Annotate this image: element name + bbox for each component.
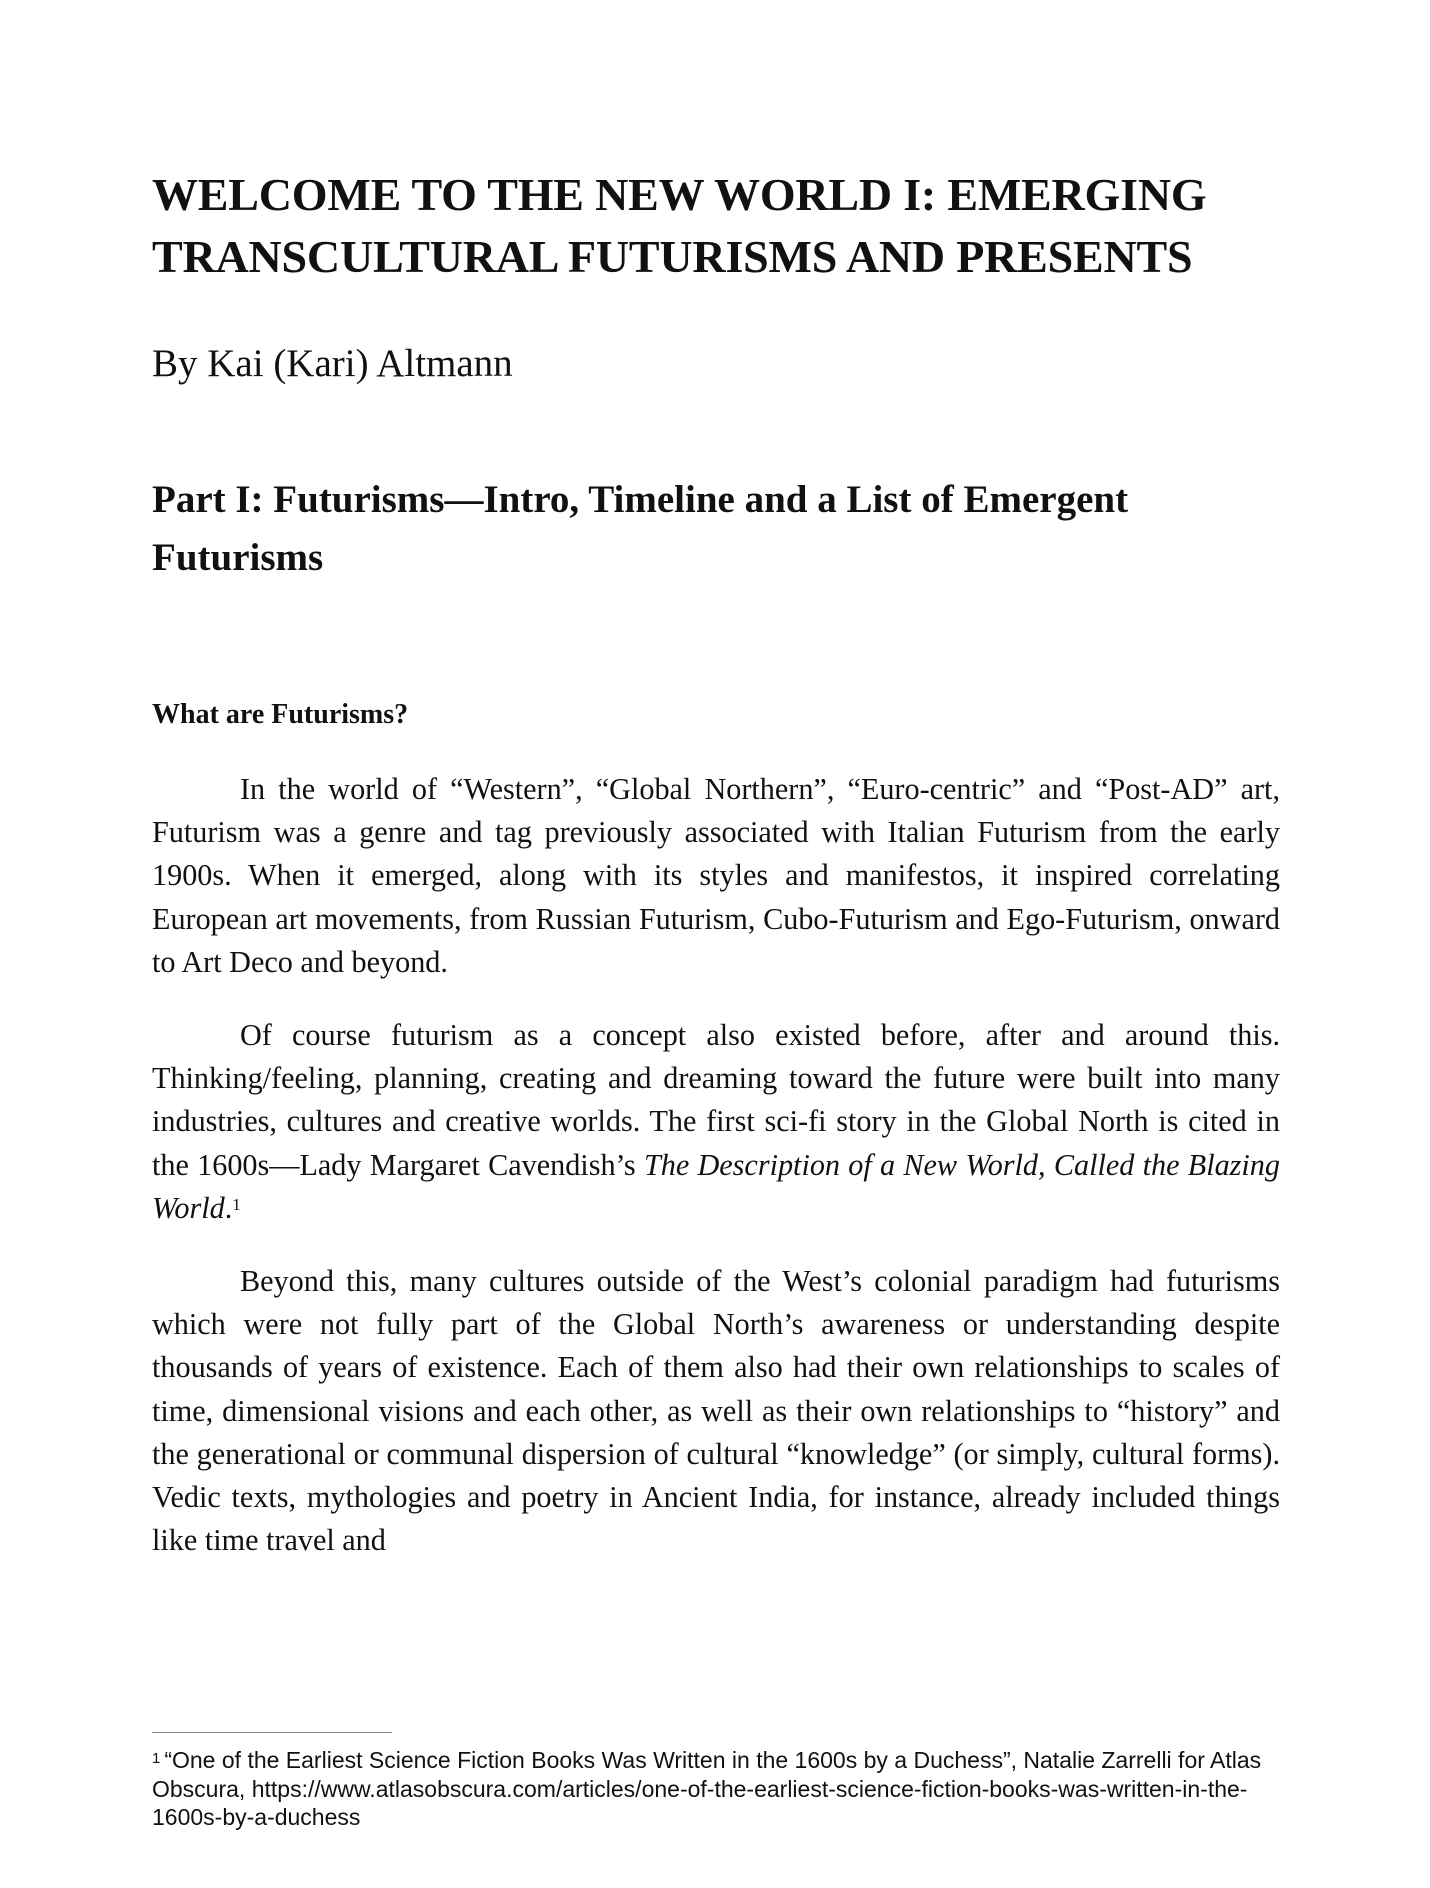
footnote-divider	[152, 1732, 392, 1733]
footnote-reference[interactable]: 1	[232, 1194, 241, 1214]
title-line-1: WELCOME TO THE NEW WORLD I: EMERGING	[152, 169, 1207, 220]
paragraph-3: Beyond this, many cultures outside of the West’s colonial paradigm had futurisms which were not fully part of the Global North’s awareness or understanding despite thousands of years of existence. Each of them also had their own relationships to scales of time, dimensional visions and each other, as well as their own relationships to “history” and the generational or communal dispersion of cultural “knowledge” (or simply, cultural forms). Vedic texts, mythologies and poetry in Ancient India, for instance, already included things like time travel and	[152, 1264, 1280, 1558]
section-heading: What are Futurisms?	[152, 699, 409, 730]
part-heading-line-1: Part I: Futurisms—Intro, Timeline and a List of Emergent	[152, 478, 1129, 521]
footnote-number: 1	[152, 1750, 161, 1767]
part-heading-line-2: Futurisms	[152, 536, 324, 579]
title-line-2: TRANSCULTURAL FUTURISMS AND PRESENTS	[152, 231, 1193, 282]
paragraph-2-text: Of course futurism as a concept also existed before, after and around this. Thinking/feeling, planning, creating and dreaming toward the future were built into many industries, cultures and creative worlds. The first sci-fi story in the Global North is cited in the 1600s—Lady Margaret Cavendish’s	[152, 1018, 1280, 1182]
book-title: The Description of a New World, Called the Blazing World	[152, 1147, 1280, 1225]
document-title	[152, 164, 1292, 288]
footnote-text: “One of the Earliest Science Fiction Books Was Written in the 1600s by a Duchess”, Natalie Zarrelli for Atlas Obscura, https://www.atlasobscura.com/articles/one-of-the-earliest-science-fiction-books-was-written-in-the-1600s-by-a-duchess	[152, 1747, 1262, 1830]
paragraph-1: In the world of “Western”, “Global Northern”, “Euro-centric” and “Post-AD” art, Futurism was a genre and tag previously associated with Italian Futurism from the early 1900s. When it emerged, along with its styles and manifestos, it inspired correlating European art movements, from Russian Futurism, Cubo-Futurism and Ego-Futurism, onward to Art Deco and beyond.	[152, 772, 1280, 979]
paragraph-2-end: .	[224, 1190, 233, 1225]
body-text	[152, 768, 1280, 1592]
author-byline: By Kai (Kari) Altmann	[152, 342, 513, 385]
part-heading	[152, 471, 1292, 587]
footnote	[152, 1745, 1280, 1832]
paragraph-2	[152, 1014, 1280, 1230]
